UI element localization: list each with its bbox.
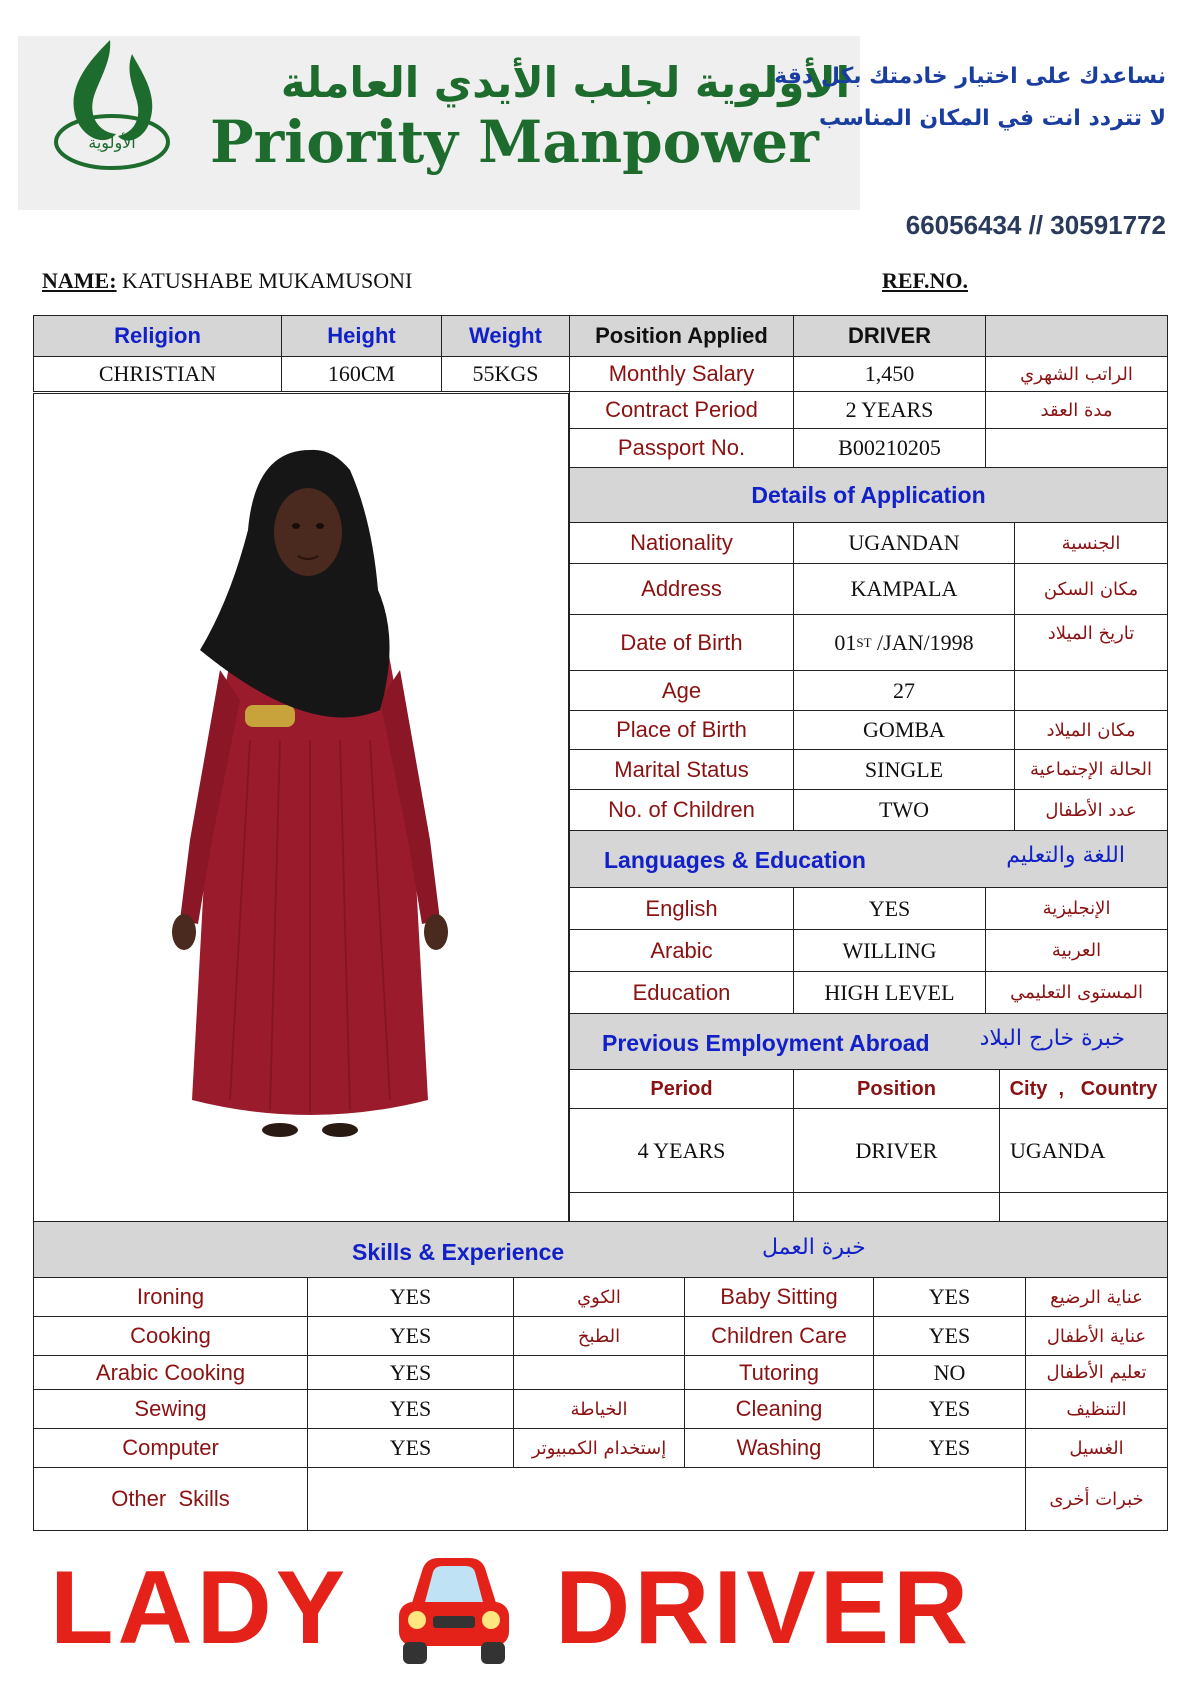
arabic-arabic: العربية xyxy=(985,929,1168,972)
position-header: Position xyxy=(793,1069,1000,1109)
car-icon xyxy=(389,1548,519,1668)
skill-ironing-label: Ironing xyxy=(33,1277,308,1317)
position-applied-value: DRIVER xyxy=(793,315,986,357)
dob-suffix: ST xyxy=(856,634,872,650)
skill-baby-sitting-arabic: عناية الرضيع xyxy=(1025,1277,1168,1317)
name-label: NAME: xyxy=(42,268,117,293)
place-of-birth-label: Place of Birth xyxy=(569,710,794,750)
position-applied-label: Position Applied xyxy=(569,315,794,357)
weight-value: 55KGS xyxy=(441,356,570,392)
marital-status-arabic: الحالة الإجتماعية xyxy=(1014,749,1168,790)
height-value: 160CM xyxy=(281,356,442,392)
marital-status-label: Marital Status xyxy=(569,749,794,790)
skill-sewing-label: Sewing xyxy=(33,1389,308,1429)
languages-section-header xyxy=(569,830,1168,888)
skill-sewing-value: YES xyxy=(307,1389,514,1429)
skill-arabic-cooking-label: Arabic Cooking xyxy=(33,1355,308,1390)
place-of-birth-arabic: مكان الميلاد xyxy=(1014,710,1168,750)
logo-english-text: Priority Manpower xyxy=(210,108,819,176)
religion-value: CHRISTIAN xyxy=(33,356,282,392)
other-skills-arabic: خبرات أخرى xyxy=(1025,1467,1168,1531)
passport-label: Passport No. xyxy=(569,428,794,468)
languages-title: Languages & Education xyxy=(604,847,866,873)
employment-title-arabic: خبرة خارج البلاد xyxy=(979,1026,1125,1051)
skill-computer-label: Computer xyxy=(33,1428,308,1468)
dob-value xyxy=(793,614,1015,671)
employment-section-header xyxy=(569,1013,1168,1070)
candidate-name-row xyxy=(42,268,412,294)
skill-children-care-value: YES xyxy=(873,1316,1026,1356)
skill-children-care-label: Children Care xyxy=(684,1316,874,1356)
employment-position-value: DRIVER xyxy=(793,1108,1000,1193)
skill-cleaning-arabic: التنظيف xyxy=(1025,1389,1168,1429)
education-label: Education xyxy=(569,971,794,1014)
banner-driver-text: DRIVER xyxy=(555,1549,973,1666)
skill-arabic-cooking-value: YES xyxy=(307,1355,514,1390)
age-label: Age xyxy=(569,670,794,711)
skill-arabic-cooking-arabic xyxy=(513,1355,685,1390)
english-arabic: الإنجليزية xyxy=(985,887,1168,930)
period-header: Period xyxy=(569,1069,794,1109)
place-of-birth-value: GOMBA xyxy=(793,710,1015,750)
address-label: Address xyxy=(569,563,794,615)
skill-washing-arabic: الغسيل xyxy=(1025,1428,1168,1468)
english-label: English xyxy=(569,887,794,930)
dob-rest: /JAN/1998 xyxy=(871,629,974,655)
employment-title: Previous Employment Abroad xyxy=(602,1030,930,1056)
arabic-value: WILLING xyxy=(793,929,986,972)
address-arabic: مكان السكن xyxy=(1014,563,1168,615)
marital-status-value: SINGLE xyxy=(793,749,1015,790)
logo-arabic-text: الأولوية لجلب الأيدي العاملة xyxy=(280,58,850,107)
languages-title-arabic: اللغة والتعليم xyxy=(1006,843,1125,868)
monthly-salary-value: 1,450 xyxy=(793,356,986,392)
ref-no-label: REF.NO. xyxy=(882,268,968,293)
dob-label: Date of Birth xyxy=(569,614,794,671)
skill-cooking-value: YES xyxy=(307,1316,514,1356)
age-arabic xyxy=(1014,670,1168,711)
employment-place-value: UGANDA xyxy=(999,1108,1168,1193)
children-arabic: عدد الأطفال xyxy=(1014,789,1168,831)
address-value: KAMPALA xyxy=(793,563,1015,615)
english-value: YES xyxy=(793,887,986,930)
skill-tutoring-arabic: تعليم الأطفال xyxy=(1025,1355,1168,1390)
arabic-label: Arabic xyxy=(569,929,794,972)
nationality-label: Nationality xyxy=(569,522,794,564)
dob-day: 01 xyxy=(834,629,857,655)
skill-sewing-arabic: الخياطة xyxy=(513,1389,685,1429)
logo-emblem-icon xyxy=(48,36,180,176)
skill-cleaning-label: Cleaning xyxy=(684,1389,874,1429)
skill-washing-value: YES xyxy=(873,1428,1026,1468)
banner-lady-text: LADY xyxy=(50,1549,350,1666)
skill-cleaning-value: YES xyxy=(873,1389,1026,1429)
tagline-2: لا تتردد انت في المكان المناسب xyxy=(818,106,1166,131)
details-section-header xyxy=(569,467,1168,523)
children-label: No. of Children xyxy=(569,789,794,831)
employment-blank-1 xyxy=(569,1192,794,1222)
employment-blank-3 xyxy=(999,1192,1168,1222)
skills-section-header xyxy=(33,1221,1168,1278)
contract-period-label: Contract Period xyxy=(569,391,794,429)
skill-cooking-label: Cooking xyxy=(33,1316,308,1356)
education-value: HIGH LEVEL xyxy=(793,971,986,1014)
dob-arabic: تاريخ الميلاد xyxy=(1014,614,1168,671)
contract-period-value: 2 YEARS xyxy=(793,391,986,429)
other-skills-label: Other Skills xyxy=(33,1467,308,1531)
contract-period-arabic: مدة العقد xyxy=(985,391,1168,429)
skill-cooking-arabic: الطبخ xyxy=(513,1316,685,1356)
skill-tutoring-label: Tutoring xyxy=(684,1355,874,1390)
logo-emblem-text: الأولوية xyxy=(88,133,136,152)
employment-blank-2 xyxy=(793,1192,1000,1222)
skill-baby-sitting-value: YES xyxy=(873,1277,1026,1317)
skill-computer-value: YES xyxy=(307,1428,514,1468)
nationality-value: UGANDAN xyxy=(793,522,1015,564)
candidate-photo xyxy=(160,440,460,1160)
lady-driver-banner xyxy=(50,1548,1150,1668)
skill-computer-arabic: إستخدام الكمبيوتر xyxy=(513,1428,685,1468)
weight-header: Weight xyxy=(441,315,570,357)
skill-washing-label: Washing xyxy=(684,1428,874,1468)
nationality-arabic: الجنسية xyxy=(1014,522,1168,564)
skill-ironing-value: YES xyxy=(307,1277,514,1317)
skills-title-arabic: خبرة العمل xyxy=(762,1235,866,1260)
skill-tutoring-value: NO xyxy=(873,1355,1026,1390)
candidate-name: KATUSHABE MUKAMUSONI xyxy=(122,268,413,293)
position-applied-blank xyxy=(985,315,1168,357)
other-skills-value xyxy=(307,1467,1026,1531)
monthly-salary-label: Monthly Salary xyxy=(569,356,794,392)
tagline-1: نساعدك على اختيار خادمتك بكل دقة xyxy=(774,64,1166,89)
monthly-salary-arabic: الراتب الشهري xyxy=(985,356,1168,392)
children-value: TWO xyxy=(793,789,1015,831)
details-title: Details of Application xyxy=(751,482,986,508)
education-arabic: المستوى التعليمي xyxy=(985,971,1168,1014)
age-value: 27 xyxy=(793,670,1015,711)
skill-baby-sitting-label: Baby Sitting xyxy=(684,1277,874,1317)
passport-arabic xyxy=(985,428,1168,468)
skill-ironing-arabic: الكوي xyxy=(513,1277,685,1317)
phone-numbers: 66056434 // 30591772 xyxy=(905,210,1166,240)
employment-period-value: 4 YEARS xyxy=(569,1108,794,1193)
height-header: Height xyxy=(281,315,442,357)
city-country-header: City , Country xyxy=(999,1069,1168,1109)
skill-children-care-arabic: عناية الأطفال xyxy=(1025,1316,1168,1356)
passport-value: B00210205 xyxy=(793,428,986,468)
skills-title: Skills & Experience xyxy=(352,1239,565,1265)
religion-header: Religion xyxy=(33,315,282,357)
